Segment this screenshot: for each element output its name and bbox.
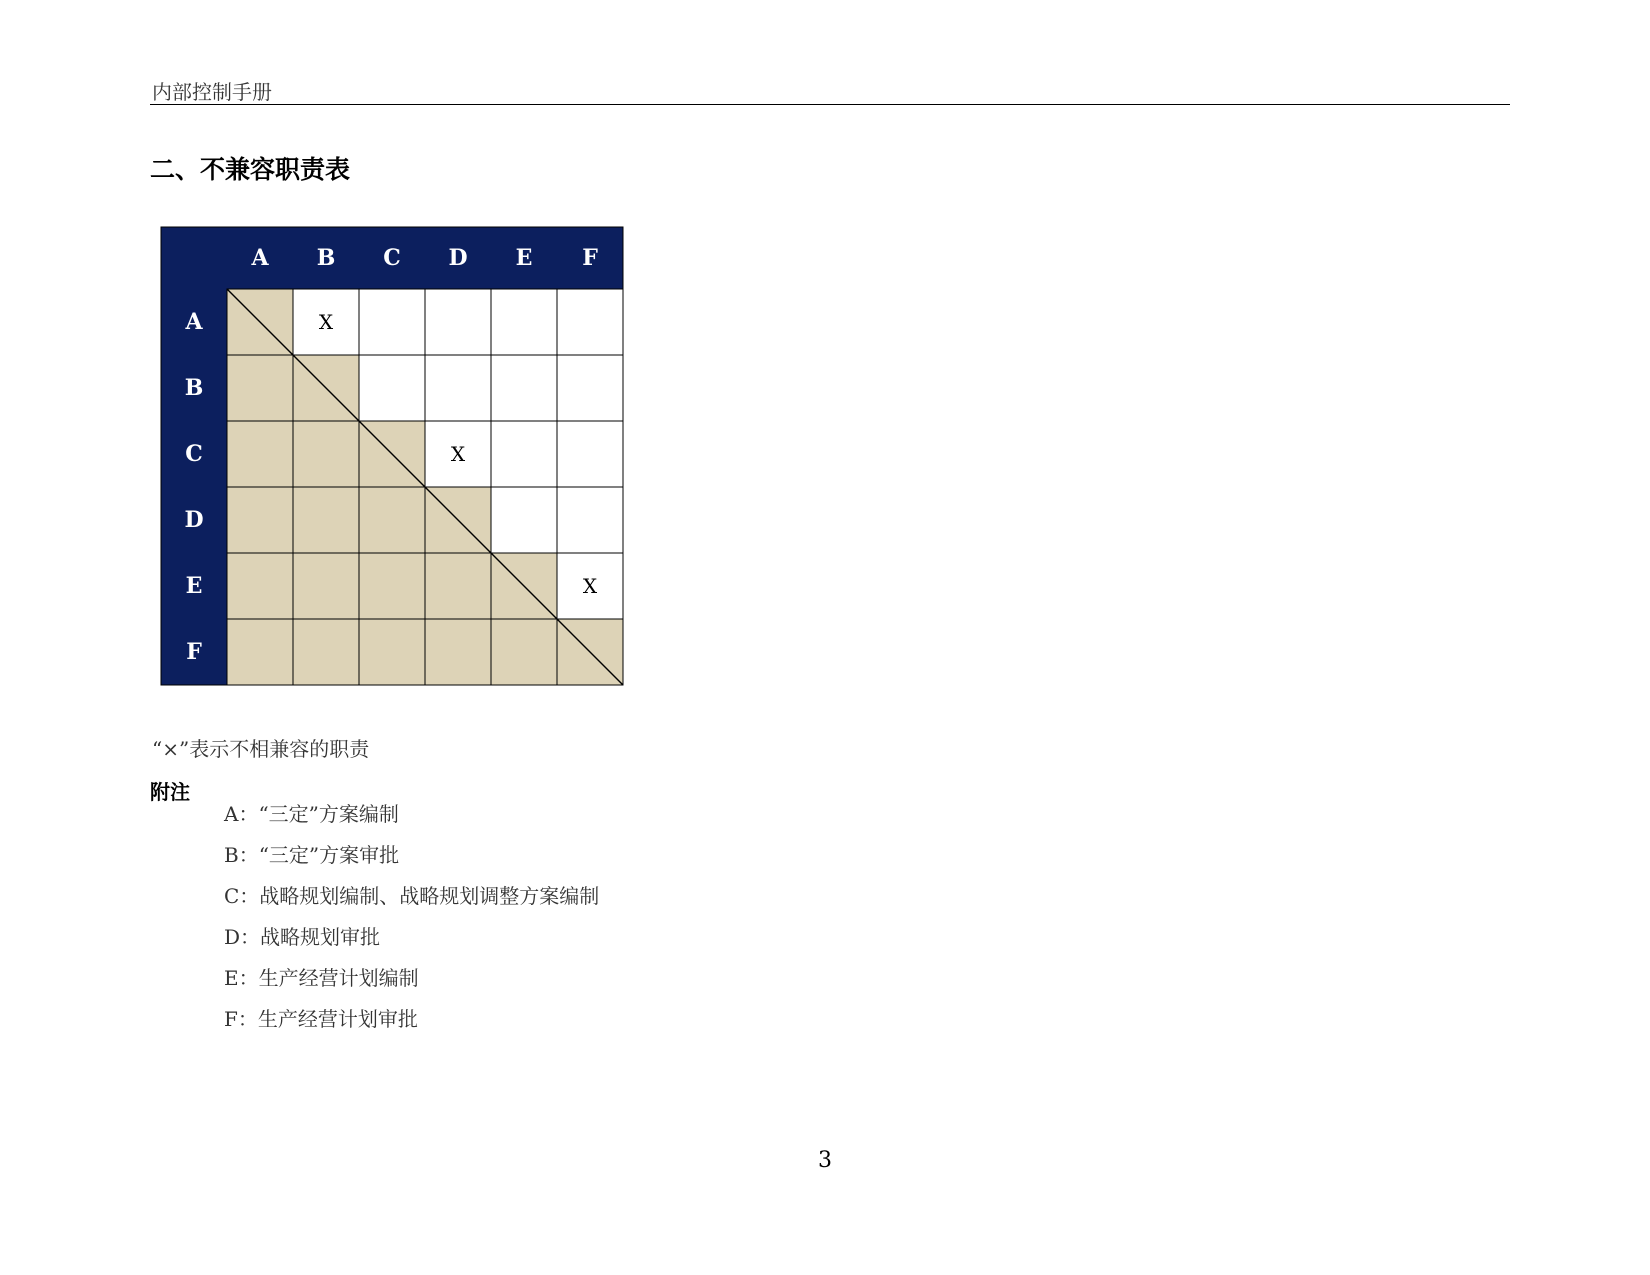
column-header-f: F: [582, 245, 598, 271]
column-header-a: A: [251, 245, 269, 271]
matrix-row-header-band: [161, 289, 227, 685]
note-item-b: B：“三定”方案审批: [224, 843, 400, 867]
row-header-a: A: [185, 309, 203, 335]
matrix-grid: [160, 226, 624, 686]
matrix-cell-b-d: [425, 355, 491, 421]
row-header-b: B: [184, 375, 204, 401]
matrix-cell-b-c: [359, 355, 425, 421]
matrix-cell-c-a: [227, 421, 293, 487]
incompatible-mark-a-b: X: [318, 310, 334, 334]
incompatible-mark-e-f: X: [582, 574, 598, 598]
notes-list: [224, 800, 599, 1046]
note-item-a: A：“三定”方案编制: [224, 802, 399, 826]
matrix-cell-f-b: [293, 619, 359, 685]
page-number: 3: [818, 1148, 832, 1173]
matrix-cell-a-c: [359, 289, 425, 355]
note-item-d: D：战略规划审批: [224, 925, 381, 949]
matrix-cell-a-d: [425, 289, 491, 355]
matrix-cell-d-e: [491, 487, 557, 553]
matrix-cell-d-a: [227, 487, 293, 553]
legend-note: “×”表示不相兼容的职责: [152, 737, 370, 761]
row-header-d: D: [184, 507, 204, 533]
column-header-b: B: [316, 245, 336, 271]
column-header-e: E: [515, 245, 533, 271]
matrix-cell-d-c: [359, 487, 425, 553]
notes-heading: 附注: [150, 780, 190, 804]
row-header-c: C: [185, 441, 203, 467]
matrix-cell-a-e: [491, 289, 557, 355]
matrix-cell-d-f: [557, 487, 623, 553]
incompatible-mark-c-d: X: [450, 442, 466, 466]
note-item-c: C：战略规划编制、战略规划调整方案编制: [224, 884, 600, 908]
column-header-d: D: [448, 245, 468, 271]
matrix-cell-d-b: [293, 487, 359, 553]
matrix-cell-a-f: [557, 289, 623, 355]
matrix-cell-e-d: [425, 553, 491, 619]
matrix-cell-e-a: [227, 553, 293, 619]
running-header: 内部控制手册: [152, 80, 272, 104]
matrix-cell-c-b: [293, 421, 359, 487]
header-rule: [150, 104, 1510, 105]
row-header-f: F: [186, 639, 202, 665]
matrix-cell-f-e: [491, 619, 557, 685]
matrix-cell-f-d: [425, 619, 491, 685]
note-item-f: F：生产经营计划审批: [224, 1007, 418, 1031]
matrix-cell-e-c: [359, 553, 425, 619]
row-header-e: E: [185, 573, 203, 599]
matrix-cell-b-a: [227, 355, 293, 421]
matrix-cell-f-c: [359, 619, 425, 685]
matrix-cell-e-b: [293, 553, 359, 619]
matrix-cell-c-f: [557, 421, 623, 487]
matrix-cell-f-a: [227, 619, 293, 685]
section-title: 二、不兼容职责表: [150, 155, 351, 184]
matrix-cell-c-e: [491, 421, 557, 487]
incompatibility-matrix: [160, 226, 624, 686]
matrix-cell-b-e: [491, 355, 557, 421]
column-header-c: C: [383, 245, 401, 271]
matrix-cell-b-f: [557, 355, 623, 421]
note-item-e: E：生产经营计划编制: [224, 966, 419, 990]
